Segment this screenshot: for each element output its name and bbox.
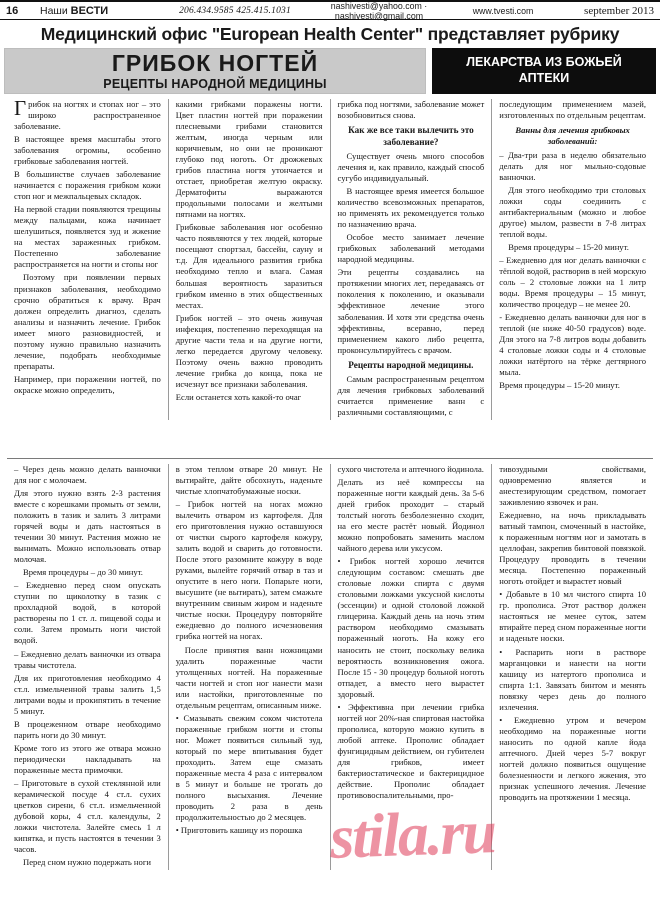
watermark: stila.ru xyxy=(328,798,497,872)
section-badge-line1: ЛЕКАРСТВА ИЗ БОЖЬЕЙ xyxy=(466,55,622,70)
paragraph: Ежедневно, на ночь прикладывать ватный тампон, смоченный в настойке, к пораженным ногтям ног и замотать в целлофан, закрепив бинтовой повязкой. Процедуру проводить в течении месяца. Постепенно пораженный ноготь отойдет и вырастет новый xyxy=(499,510,646,587)
paragraph: • Распарить ноги в растворе марганцовки и нанести на ногти кашицу из натертого прополиса и спирта 1:1. Завязать бинтом и менять повязку через день до полного излечения. xyxy=(499,646,646,712)
paragraph: – Два-три раза в неделю обязательно делать для ног мыльно-содовые ванночки. xyxy=(499,149,646,182)
email-addresses: nashivesti@yahoo.com · nashivesti@gmail.com xyxy=(330,0,428,21)
paragraph: Кроме того из этого же отвара можно периодически накладывать на пораженные места примочки. xyxy=(14,742,161,775)
paragraph: • Добавьте в 10 мл чистого спирта 10 гр. прополиса. Этот раствор должен настояться не менее суток, затем втирайте перед сном пораженные ногти и наденьте носки. xyxy=(499,589,646,644)
article-title: ГРИБОК НОГТЕЙ xyxy=(111,49,319,76)
section-heading: Ванны для лечения грибковых заболеваний: xyxy=(515,125,630,146)
paragraph: После принятия ванн ножницами удалить пораженные части утолщенных ногтей. На пораженные части ногтей и стоп ног нанести мази или настойки, приготовленные по отдельным рецептам, описанным ниже. xyxy=(175,644,323,710)
article-upper-band xyxy=(0,94,660,454)
lower-columns xyxy=(7,464,653,870)
paragraph: – Через день можно делать ванночки для ног с молочаем. xyxy=(14,464,161,486)
paragraph: Перед сном нужно подержать ноги xyxy=(23,857,151,868)
paragraph: • Смазывать свежим соком чистотела пораженные грибком ногти и стопы ног. Может появиться сильный зуд, который по мере впитывания будет проходить. Затем еще смазать пораженные места 4 раза с интервалом в 5 минут и больше не трогать до полного высыхания. Лечение проводить 2 раза в день продолжительностью до 2 месяцев. xyxy=(175,712,323,822)
paragraph: грибка под ногтями, заболевание может возобновиться снова. xyxy=(337,99,485,121)
paragraph: последующим применением мазей, изготовленных по отдельным рецептам. xyxy=(499,99,646,121)
lower-column-3 xyxy=(331,464,493,870)
paragraph: • Грибок ногтей хорошо лечится следующим составом: смешать две столовые ложки спирта с двумя столовыми ложками уксусной кислоты (эссенции) и одной столовой ложкой глицерина. Каждый день на ночь этим раствором необходимо смазывать пораженный ноготь. На кожу его наносить не стоит, поскольку велика вероятность возникновения ожога. После 15 - 30 процедур больной ноготь отпадет, а вместо него вырастет здоровый. xyxy=(337,556,485,699)
paragraph: Грибок на ногтях и стопах ног – это широко распространенное заболевание. xyxy=(14,96,161,132)
upper-column-1 xyxy=(7,96,169,420)
paragraph: • Ежедневно утром и вечером необходимо на пораженные ногти наносить по одной капле йода аптечного. Дней через 5-7 вокруг ногтей должно появиться ощущение болезненности и легкого жжения, это признак успешного лечения. Лечение проводить на протяжении 1 месяца. xyxy=(499,714,646,802)
article-subtitle: РЕЦЕПТЫ НАРОДНОЙ МЕДИЦИНЫ xyxy=(103,77,327,92)
section-heading: Как же все таки вылечить это заболевание? xyxy=(348,125,474,147)
lower-column-4 xyxy=(492,464,653,870)
paragraph: Для этого необходимо три столовых ложки соды соединить с антибактериальным (можно и любое другое) мылом, развести в 7-8 литрах теплой воды. xyxy=(499,184,646,239)
paragraph: • Эффективна при лечении грибка ногтей ног 20%-ная спиртовая настойка прополиса, которую можно купить в любой аптеке. Прополис обладает фунгицидным действием, он губителен для грибков, имеет бактериостатическое и бактерицидное действие. Прополис обладает противовоспалительными, про- xyxy=(337,701,485,800)
paragraph: – Ежедневно для ног делать ванночки с тёплой водой, растворив в ней морскую соль – 2 столовые ложки на 1 литр воды. Время процедуры – 15 минут, количество процедур – не менее 20. xyxy=(499,254,646,309)
paragraph: • Приготовить кашицу из порошка xyxy=(175,825,303,835)
paragraph: Самым распространенным рецептом для лечения грибковых заболеваний считается применение ванн с различными составляющими, с xyxy=(337,374,485,418)
page-number: 16 xyxy=(6,4,19,17)
paragraph: Эти рецепты создавались на протяжении многих лет, передаваясь от поколения к поколению, и оказывали эффективное лечение этого заболевания. И хотя эти средства очень эффективны, всеравно, перед применением какого либо рецепта, проконсультируйтесь с врачом. xyxy=(337,267,485,355)
paragraph: Существует очень много способов лечения и, как правило, каждый способ сугубо индивидуальный. xyxy=(337,151,485,184)
paragraph: сухого чистотела и аптечного йодинола. xyxy=(337,464,484,474)
title-row xyxy=(4,48,656,94)
paper-name-bold: ВЕСТИ xyxy=(70,4,109,17)
upper-column-2 xyxy=(169,99,331,420)
paragraph: Особое место занимает лечение грибковых заболеваний методами народной медицины. xyxy=(337,232,485,265)
paragraph: Поэтому при появлении первых признаков заболевания, необходимо срочно обратиться к врачу. Врач должен определить диагноз, сделать анализы и назначить лечение. Грибок имеет много разновидностей, и поэтому нужно правильно назначить лечение, подобрать необходимые препараты. xyxy=(14,272,161,371)
paragraph: Например, при поражении ногтей, по окраске можно определить, xyxy=(14,373,161,395)
paragraph: – Приготовьте в сухой стеклянной или керамической посуде 4 ст.л. сухих цветков сирени, 6 ст.л. измельченной дубовой коры, 4 ст.л. календулы, 2 ложки чистотела. Залейте смесь 1 л кипятка, и пусть настоятся в течении 3 часов. xyxy=(14,777,161,855)
section-heading: Рецепты народной медицины. xyxy=(348,359,474,370)
paragraph: Делать из неё компрессы на пораженные ногти каждый день. За 5-6 дней грибок проходит – старый толстый ноготь безболезненно сходит, на его месте растёт новый. Йодинол можно попробовать заменить маслом чайного дерева или уксусом. xyxy=(337,477,485,554)
paragraph: Если останется хоть какой-то очаг xyxy=(175,391,302,402)
upper-column-4 xyxy=(492,99,653,420)
paragraph: Грибок ногтей – это очень живучая инфекция, постепенно переходящая на другие части тела и на другие ногти, легко передается другому человеку. Поэтому очень важно проводить лечение грибка до конца, пока не исчезнут все признаки заболевания. xyxy=(175,312,323,389)
paper-name xyxy=(40,5,160,17)
paragraph: – Грибок ногтей на ногах можно вылечить отваром из картофеля. Для его приготовления нужно оставшуюся от чистки сырого картофеля кожуру, залить водой и сварить до готовности. После этого разомните кожуру в воде руками, вылейте горячий отвар в таз и опустите в него ноги. Попарьте ноги, высушите (не вытирать), затем смажьте внутренним свиным жиром и наденьте чистые носки. Процедуру повторяйте ежедневно до полного исчезновения грибка ногтей на ногах. xyxy=(175,499,323,642)
section-badge-line2: АПТЕКИ xyxy=(518,71,570,85)
paragraph: тивозудными свойствами, одновременно является и анестезирующим средством, помогает заживлению язвочек и ран. xyxy=(499,464,646,508)
article-title-block xyxy=(4,48,426,94)
paragraph: В настоящее время масштабы этого заболевания огромны, особенно грибковые заболевания ногтей. xyxy=(14,134,161,167)
paragraph: Для этого нужно взять 2-3 растения вместе с корешками промыть от земли, положить в тазик и залить 3 литрами горячей воды и дать настояться в течении 30 минут. Растения можно не вынимать. Можно использовать отвар молочая. xyxy=(14,488,161,565)
lower-column-1 xyxy=(7,464,169,870)
rubric-line: Медицинский офис "European Health Center" представляет рубрику xyxy=(40,24,620,44)
masthead xyxy=(0,0,660,20)
paragraph: Время процедуры – 15-20 минут. xyxy=(499,380,620,391)
paragraph: В настоящее время имеется большое количество всевозможных препаратов, но применять их рекомендуется только по назначению врача. xyxy=(337,186,485,230)
paragraph: В процеженном отваре необходимо парить ноги до 30 минут. xyxy=(14,718,161,740)
paragraph: в этом теплом отваре 20 минут. Не вытирайте, дайте обсохнуть, наденьте чистые хлопчатобумажные носки. xyxy=(175,464,323,497)
paragraph: - Ежедневно делать ванночки для ног в теплой (не ниже 40-50 градусов) воде. Для этого на 7-8 литров воды добавить 4 столовые ложки соды и 4 столовые ложки натёртого на тёрке дегтярного мыла. xyxy=(499,311,646,378)
issue-date: september 2013 xyxy=(584,4,654,17)
paragraph: Для их приготовления необходимо 4 ст.л. измельченной травы залить 1,5 литрами воды и прокипятить в течение 5 минут. xyxy=(14,672,161,716)
article-lower-band xyxy=(0,459,660,891)
lower-column-2 xyxy=(169,464,331,870)
paragraph: В большинстве случаев заболевание начинается с поражения грибком кожи стоп ног и межпальцевых складок. xyxy=(14,169,161,202)
website-url[interactable]: www.tvesti.com xyxy=(472,5,534,16)
paragraph: – Ежедневно перед сном опускать ступни по щиколотку в тазик с прохладной водой, в которой растворены по 1 ст. л. пищевой соды и соли. Затем промыть ноги чистой водой. xyxy=(14,580,161,646)
phone-numbers: 206.434.9585 425.415.1031 xyxy=(179,5,291,16)
upper-columns xyxy=(7,96,653,420)
paragraph: На первой стадии появляются трещины между пальцами, кожа начинает шелушиться, появляется зуд и жжение на местах зараженных грибком. Постепенно заболевание распространяется на ногти и стопы ног xyxy=(14,204,161,270)
paper-name-light: Наши xyxy=(40,4,71,17)
paragraph: Время процедуры – до 30 минут. xyxy=(23,567,143,578)
paragraph: – Ежедневно делать ванночки из отвара травы чистотела. xyxy=(14,648,161,670)
section-badge xyxy=(432,48,656,94)
paragraph: Грибковые заболевания ног особенно часто появляются у тех людей, которые посещают спортзал, бассейн, сауну и т.д. Для идеального развития грибка необходимо тепло и влага. Самая большая вероятность заразиться грибком именно в этих общественных местах. xyxy=(175,222,323,310)
upper-column-3 xyxy=(331,99,493,420)
paragraph: какими грибками поражены ногти. Цвет пластин ногтей при поражении плесневыми грибами становится желтым, иногда черным или коричневым, но они не проникают глубоко под ноготь. От дрожжевых грибов пластина ногтя утончается и отстает, приобретая желтую окраску. Дерматофиты выражаются продольными полосами и желтыми пятнами на ногтях. xyxy=(175,99,323,220)
paragraph: Время процедуры – 15-20 минут. xyxy=(508,241,629,252)
